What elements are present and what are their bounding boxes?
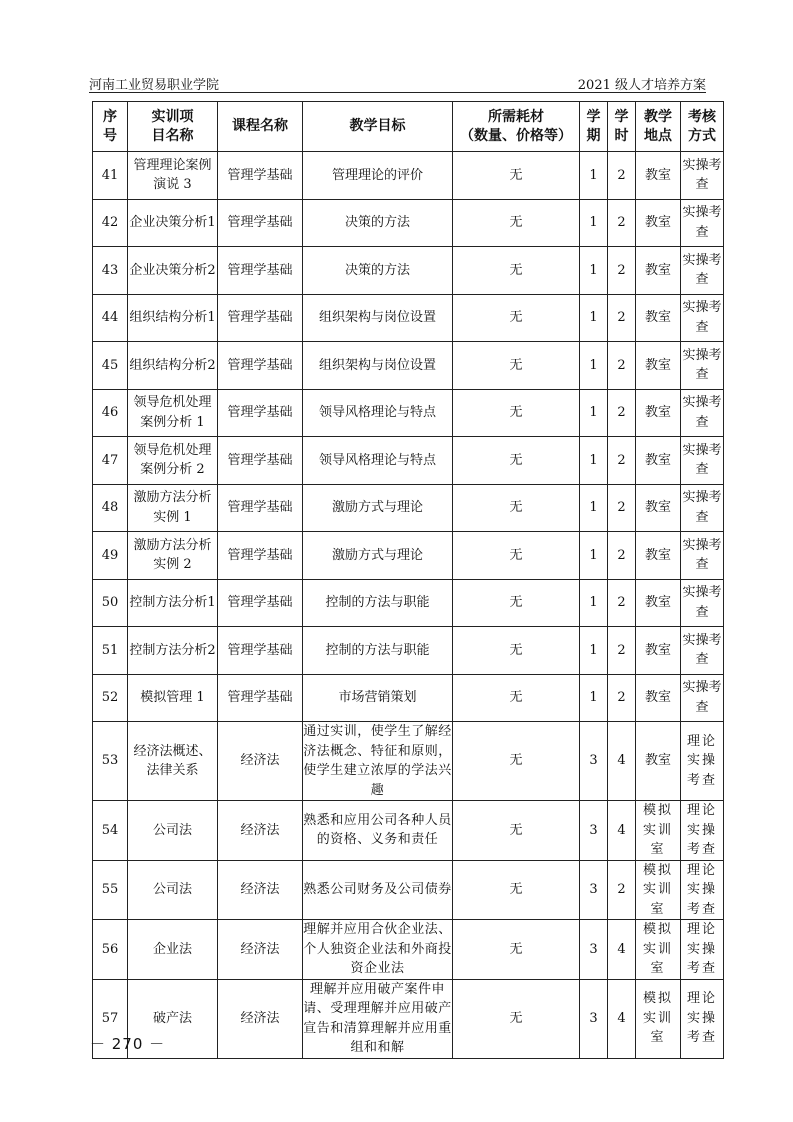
cell-assess: 实操考查 (681, 247, 724, 295)
plan-title: 2021 级人才培养方案 (577, 78, 706, 93)
table-row (93, 152, 724, 200)
cell-goal: 领导风格理论与特点 (303, 437, 453, 485)
cell-no: 52 (93, 674, 128, 722)
cell-hours: 2 (608, 247, 636, 295)
cell-goal: 市场营销策划 (303, 674, 453, 722)
cell-goal: 通过实训，使学生了解经济法概念、特征和原则，使学生建立浓厚的学法兴趣 (303, 722, 453, 801)
cell-term: 1 (580, 199, 608, 247)
cell-assess: 理论实操考查 (681, 920, 724, 980)
table-header-row (93, 102, 724, 152)
cell-no: 41 (93, 152, 128, 200)
cell-material: 无 (453, 801, 580, 861)
training-table (92, 101, 724, 1059)
cell-course: 管理学基础 (218, 152, 303, 200)
cell-course: 经济法 (218, 860, 303, 920)
cell-hours: 4 (608, 801, 636, 861)
cell-material: 无 (453, 247, 580, 295)
table-row (93, 674, 724, 722)
cell-project: 管理理论案例演说 3 (128, 152, 218, 200)
cell-term: 1 (580, 437, 608, 485)
table-row (93, 247, 724, 295)
cell-project: 组织结构分析2 (128, 342, 218, 390)
cell-hours: 2 (608, 199, 636, 247)
table-row (93, 920, 724, 980)
cell-goal: 控制的方法与职能 (303, 579, 453, 627)
cell-term: 1 (580, 152, 608, 200)
cell-material: 无 (453, 722, 580, 801)
cell-course: 管理学基础 (218, 247, 303, 295)
cell-term: 3 (580, 979, 608, 1058)
cell-assess: 实操考查 (681, 199, 724, 247)
cell-assess: 理论实操考查 (681, 979, 724, 1058)
cell-project: 企业决策分析1 (128, 199, 218, 247)
cell-project: 模拟管理 1 (128, 674, 218, 722)
col-header-course: 课程名称 (218, 102, 303, 152)
cell-goal: 熟悉公司财务及公司债券 (303, 860, 453, 920)
cell-term: 1 (580, 627, 608, 675)
cell-course: 经济法 (218, 801, 303, 861)
cell-project: 组织结构分析1 (128, 294, 218, 342)
cell-goal: 理解并应用合伙企业法、个人独资企业法和外商投资企业法 (303, 920, 453, 980)
cell-material: 无 (453, 532, 580, 580)
cell-term: 1 (580, 247, 608, 295)
cell-term: 1 (580, 674, 608, 722)
page-header (89, 70, 706, 92)
cell-assess: 实操考查 (681, 674, 724, 722)
cell-project: 企业决策分析2 (128, 247, 218, 295)
cell-place: 教室 (636, 722, 681, 801)
cell-assess: 理论实操考查 (681, 722, 724, 801)
cell-goal: 组织架构与岗位设置 (303, 294, 453, 342)
cell-course: 经济法 (218, 722, 303, 801)
cell-term: 1 (580, 294, 608, 342)
cell-hours: 4 (608, 920, 636, 980)
cell-goal: 熟悉和应用公司各种人员的资格、义务和责任 (303, 801, 453, 861)
cell-place: 教室 (636, 199, 681, 247)
cell-goal: 激励方式与理论 (303, 484, 453, 532)
cell-term: 1 (580, 342, 608, 390)
cell-goal: 领导风格理论与特点 (303, 389, 453, 437)
cell-project: 公司法 (128, 860, 218, 920)
table-row (93, 484, 724, 532)
cell-place: 教室 (636, 627, 681, 675)
cell-term: 3 (580, 801, 608, 861)
cell-no: 56 (93, 920, 128, 980)
cell-course: 管理学基础 (218, 199, 303, 247)
cell-course: 管理学基础 (218, 627, 303, 675)
cell-assess: 理论实操考查 (681, 801, 724, 861)
cell-project: 公司法 (128, 801, 218, 861)
table-row (93, 579, 724, 627)
cell-term: 1 (580, 389, 608, 437)
cell-place: 教室 (636, 484, 681, 532)
table-row (93, 860, 724, 920)
cell-assess: 实操考查 (681, 532, 724, 580)
cell-project: 激励方法分析实例 1 (128, 484, 218, 532)
cell-hours: 2 (608, 484, 636, 532)
cell-place: 模拟实训室 (636, 920, 681, 980)
table-row (93, 389, 724, 437)
cell-hours: 2 (608, 532, 636, 580)
cell-no: 50 (93, 579, 128, 627)
cell-goal: 决策的方法 (303, 247, 453, 295)
cell-goal: 管理理论的评价 (303, 152, 453, 200)
cell-assess: 实操考查 (681, 389, 724, 437)
cell-course: 经济法 (218, 979, 303, 1058)
table-row (93, 627, 724, 675)
cell-material: 无 (453, 860, 580, 920)
cell-project: 破产法 (128, 979, 218, 1058)
cell-project: 控制方法分析1 (128, 579, 218, 627)
cell-term: 3 (580, 722, 608, 801)
cell-material: 无 (453, 152, 580, 200)
col-header-goal: 教学目标 (303, 102, 453, 152)
cell-place: 教室 (636, 674, 681, 722)
table-row (93, 342, 724, 390)
cell-assess: 实操考查 (681, 627, 724, 675)
cell-term: 3 (580, 860, 608, 920)
table-row (93, 294, 724, 342)
school-name: 河南工业贸易职业学院 (89, 78, 220, 93)
header-rule (89, 92, 706, 93)
table-row (93, 801, 724, 861)
cell-material: 无 (453, 979, 580, 1058)
col-header-hours: 学 时 (608, 102, 636, 152)
cell-material: 无 (453, 389, 580, 437)
cell-assess: 实操考查 (681, 484, 724, 532)
cell-term: 3 (580, 920, 608, 980)
cell-project: 领导危机处理案例分析 2 (128, 437, 218, 485)
cell-place: 教室 (636, 532, 681, 580)
cell-hours: 4 (608, 722, 636, 801)
cell-hours: 2 (608, 674, 636, 722)
cell-place: 教室 (636, 247, 681, 295)
cell-hours: 2 (608, 437, 636, 485)
cell-term: 1 (580, 579, 608, 627)
cell-goal: 决策的方法 (303, 199, 453, 247)
cell-project: 领导危机处理案例分析 1 (128, 389, 218, 437)
cell-assess: 实操考查 (681, 152, 724, 200)
col-header-no: 序 号 (93, 102, 128, 152)
cell-material: 无 (453, 199, 580, 247)
cell-material: 无 (453, 484, 580, 532)
cell-material: 无 (453, 294, 580, 342)
cell-course: 经济法 (218, 920, 303, 980)
cell-term: 1 (580, 532, 608, 580)
cell-goal: 理解并应用破产案件申请、受理理解并应用破产宣告和清算理解并应用重组和和解 (303, 979, 453, 1058)
cell-assess: 实操考查 (681, 437, 724, 485)
cell-hours: 2 (608, 342, 636, 390)
cell-no: 49 (93, 532, 128, 580)
cell-no: 55 (93, 860, 128, 920)
cell-course: 管理学基础 (218, 674, 303, 722)
col-header-material: 所需耗材 （数量、价格等） (453, 102, 580, 152)
cell-place: 模拟实训室 (636, 801, 681, 861)
table-row (93, 437, 724, 485)
cell-no: 54 (93, 801, 128, 861)
cell-no: 51 (93, 627, 128, 675)
cell-material: 无 (453, 579, 580, 627)
cell-place: 教室 (636, 342, 681, 390)
cell-assess: 实操考查 (681, 342, 724, 390)
cell-material: 无 (453, 627, 580, 675)
cell-goal: 控制的方法与职能 (303, 627, 453, 675)
col-header-place: 教学 地点 (636, 102, 681, 152)
cell-hours: 2 (608, 294, 636, 342)
cell-course: 管理学基础 (218, 484, 303, 532)
col-header-assess: 考核 方式 (681, 102, 724, 152)
cell-place: 教室 (636, 437, 681, 485)
cell-material: 无 (453, 437, 580, 485)
table-row (93, 722, 724, 801)
cell-course: 管理学基础 (218, 294, 303, 342)
cell-course: 管理学基础 (218, 579, 303, 627)
cell-material: 无 (453, 920, 580, 980)
cell-assess: 理论实操考查 (681, 860, 724, 920)
cell-project: 经济法概述、法律关系 (128, 722, 218, 801)
cell-course: 管理学基础 (218, 389, 303, 437)
table-row (93, 532, 724, 580)
cell-no: 48 (93, 484, 128, 532)
cell-hours: 2 (608, 579, 636, 627)
cell-no: 43 (93, 247, 128, 295)
col-header-project: 实训项 目名称 (128, 102, 218, 152)
cell-project: 控制方法分析2 (128, 627, 218, 675)
cell-no: 53 (93, 722, 128, 801)
cell-place: 模拟实训室 (636, 979, 681, 1058)
cell-term: 1 (580, 484, 608, 532)
cell-hours: 2 (608, 152, 636, 200)
col-header-term: 学 期 (580, 102, 608, 152)
table-row (93, 979, 724, 1058)
cell-goal: 激励方式与理论 (303, 532, 453, 580)
cell-hours: 2 (608, 860, 636, 920)
cell-goal: 组织架构与岗位设置 (303, 342, 453, 390)
cell-place: 教室 (636, 389, 681, 437)
cell-course: 管理学基础 (218, 342, 303, 390)
cell-hours: 2 (608, 627, 636, 675)
cell-place: 教室 (636, 579, 681, 627)
cell-assess: 实操考查 (681, 294, 724, 342)
cell-no: 57 (93, 979, 128, 1058)
cell-project: 激励方法分析实例 2 (128, 532, 218, 580)
cell-hours: 4 (608, 979, 636, 1058)
cell-assess: 实操考查 (681, 579, 724, 627)
cell-place: 教室 (636, 294, 681, 342)
cell-place: 模拟实训室 (636, 860, 681, 920)
table-row (93, 199, 724, 247)
cell-no: 46 (93, 389, 128, 437)
cell-no: 44 (93, 294, 128, 342)
cell-place: 教室 (636, 152, 681, 200)
cell-no: 42 (93, 199, 128, 247)
cell-no: 47 (93, 437, 128, 485)
cell-hours: 2 (608, 389, 636, 437)
cell-material: 无 (453, 342, 580, 390)
cell-project: 企业法 (128, 920, 218, 980)
cell-course: 管理学基础 (218, 437, 303, 485)
cell-material: 无 (453, 674, 580, 722)
cell-course: 管理学基础 (218, 532, 303, 580)
cell-no: 45 (93, 342, 128, 390)
page-number: － 270 － (90, 1035, 166, 1053)
